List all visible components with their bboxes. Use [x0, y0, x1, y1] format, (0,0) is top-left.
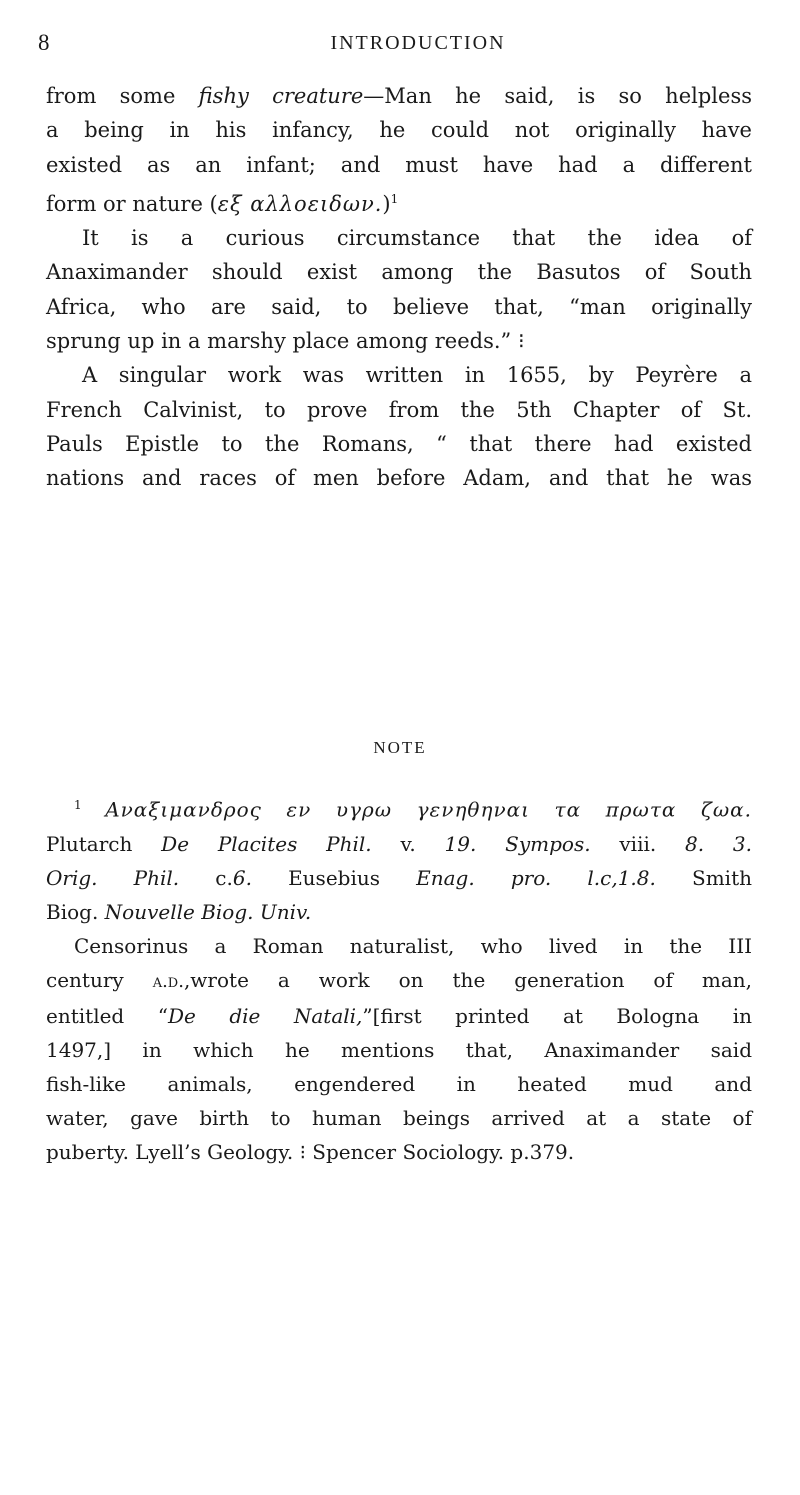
text-line: existed as an infant; and must have had a different	[46, 152, 752, 177]
note-line: Plutarch De Placites Phil. v. 19. Sympos. viii. 8. 3.	[46, 831, 752, 856]
text-line: nations and races of men before Adam, and that he was	[46, 466, 752, 491]
greek-quote: Αναξιμανδρος εν υγρω γενηθηναι τα πρωτα ζωα.	[105, 797, 752, 822]
note-line: Orig. Phil. c.6. Eusebius Enag. pro. l.c,1.8. Smith	[46, 865, 752, 890]
main-text	[46, 79, 752, 496]
notes-section	[46, 788, 752, 1169]
text-line: form or nature (εξ αλλοειδων.)$^1$	[46, 191, 399, 216]
note-line: century a.d.,wrote a work on the generation of man,	[46, 967, 752, 992]
text-line: Africa, who are said, to believe that, “man originally	[46, 294, 752, 319]
page-number: 8	[38, 30, 51, 55]
footnote-marker: 1	[74, 798, 82, 812]
note-line: entitled “De die Natali,”[first printed at Bologna in	[46, 1003, 752, 1028]
note-line	[46, 788, 752, 827]
text-line: A singular work was written in 1655, by Peyrère a	[82, 363, 752, 388]
running-head	[38, 30, 758, 64]
note-line: Censorinus a Roman naturalist, who lived in the III	[74, 933, 752, 958]
greek-phrase: εξ αλλοειδων.	[217, 191, 383, 216]
note-line: 1497,] in which he mentions that, Anaximander said	[46, 1037, 752, 1062]
note-line: water, gave birth to human beings arrived at a state of	[46, 1105, 752, 1130]
text-line: French Calvinist, to prove from the 5th Chapter of St.	[46, 397, 752, 422]
note-line: Biog. Nouvelle Biog. Univ.	[46, 899, 312, 924]
text-line: Pauls Epistle to the Romans, “ that there had existed	[46, 431, 752, 456]
text-line: Anaximander should exist among the Basutos of South	[46, 260, 752, 285]
italic-phrase: fishy creature	[198, 84, 364, 108]
note-line: puberty. Lyell’s Geology. ⁝ Spencer Sociology. p.379.	[46, 1139, 575, 1164]
text-line: sprung up in a marshy place among reeds.” ⁝	[46, 329, 525, 354]
footnote-marker: 1	[390, 191, 399, 206]
note-line: fish-like animals, engendered in heated mud and	[46, 1071, 752, 1096]
text-line: from some fishy creature—Man he said, is so helpless	[46, 84, 752, 108]
page-header-title: INTRODUCTION	[330, 32, 506, 54]
text-line: It is a curious circumstance that the idea of	[82, 226, 752, 251]
note-heading: NOTE	[373, 738, 427, 757]
text-line: a being in his infancy, he could not originally have	[46, 118, 752, 143]
